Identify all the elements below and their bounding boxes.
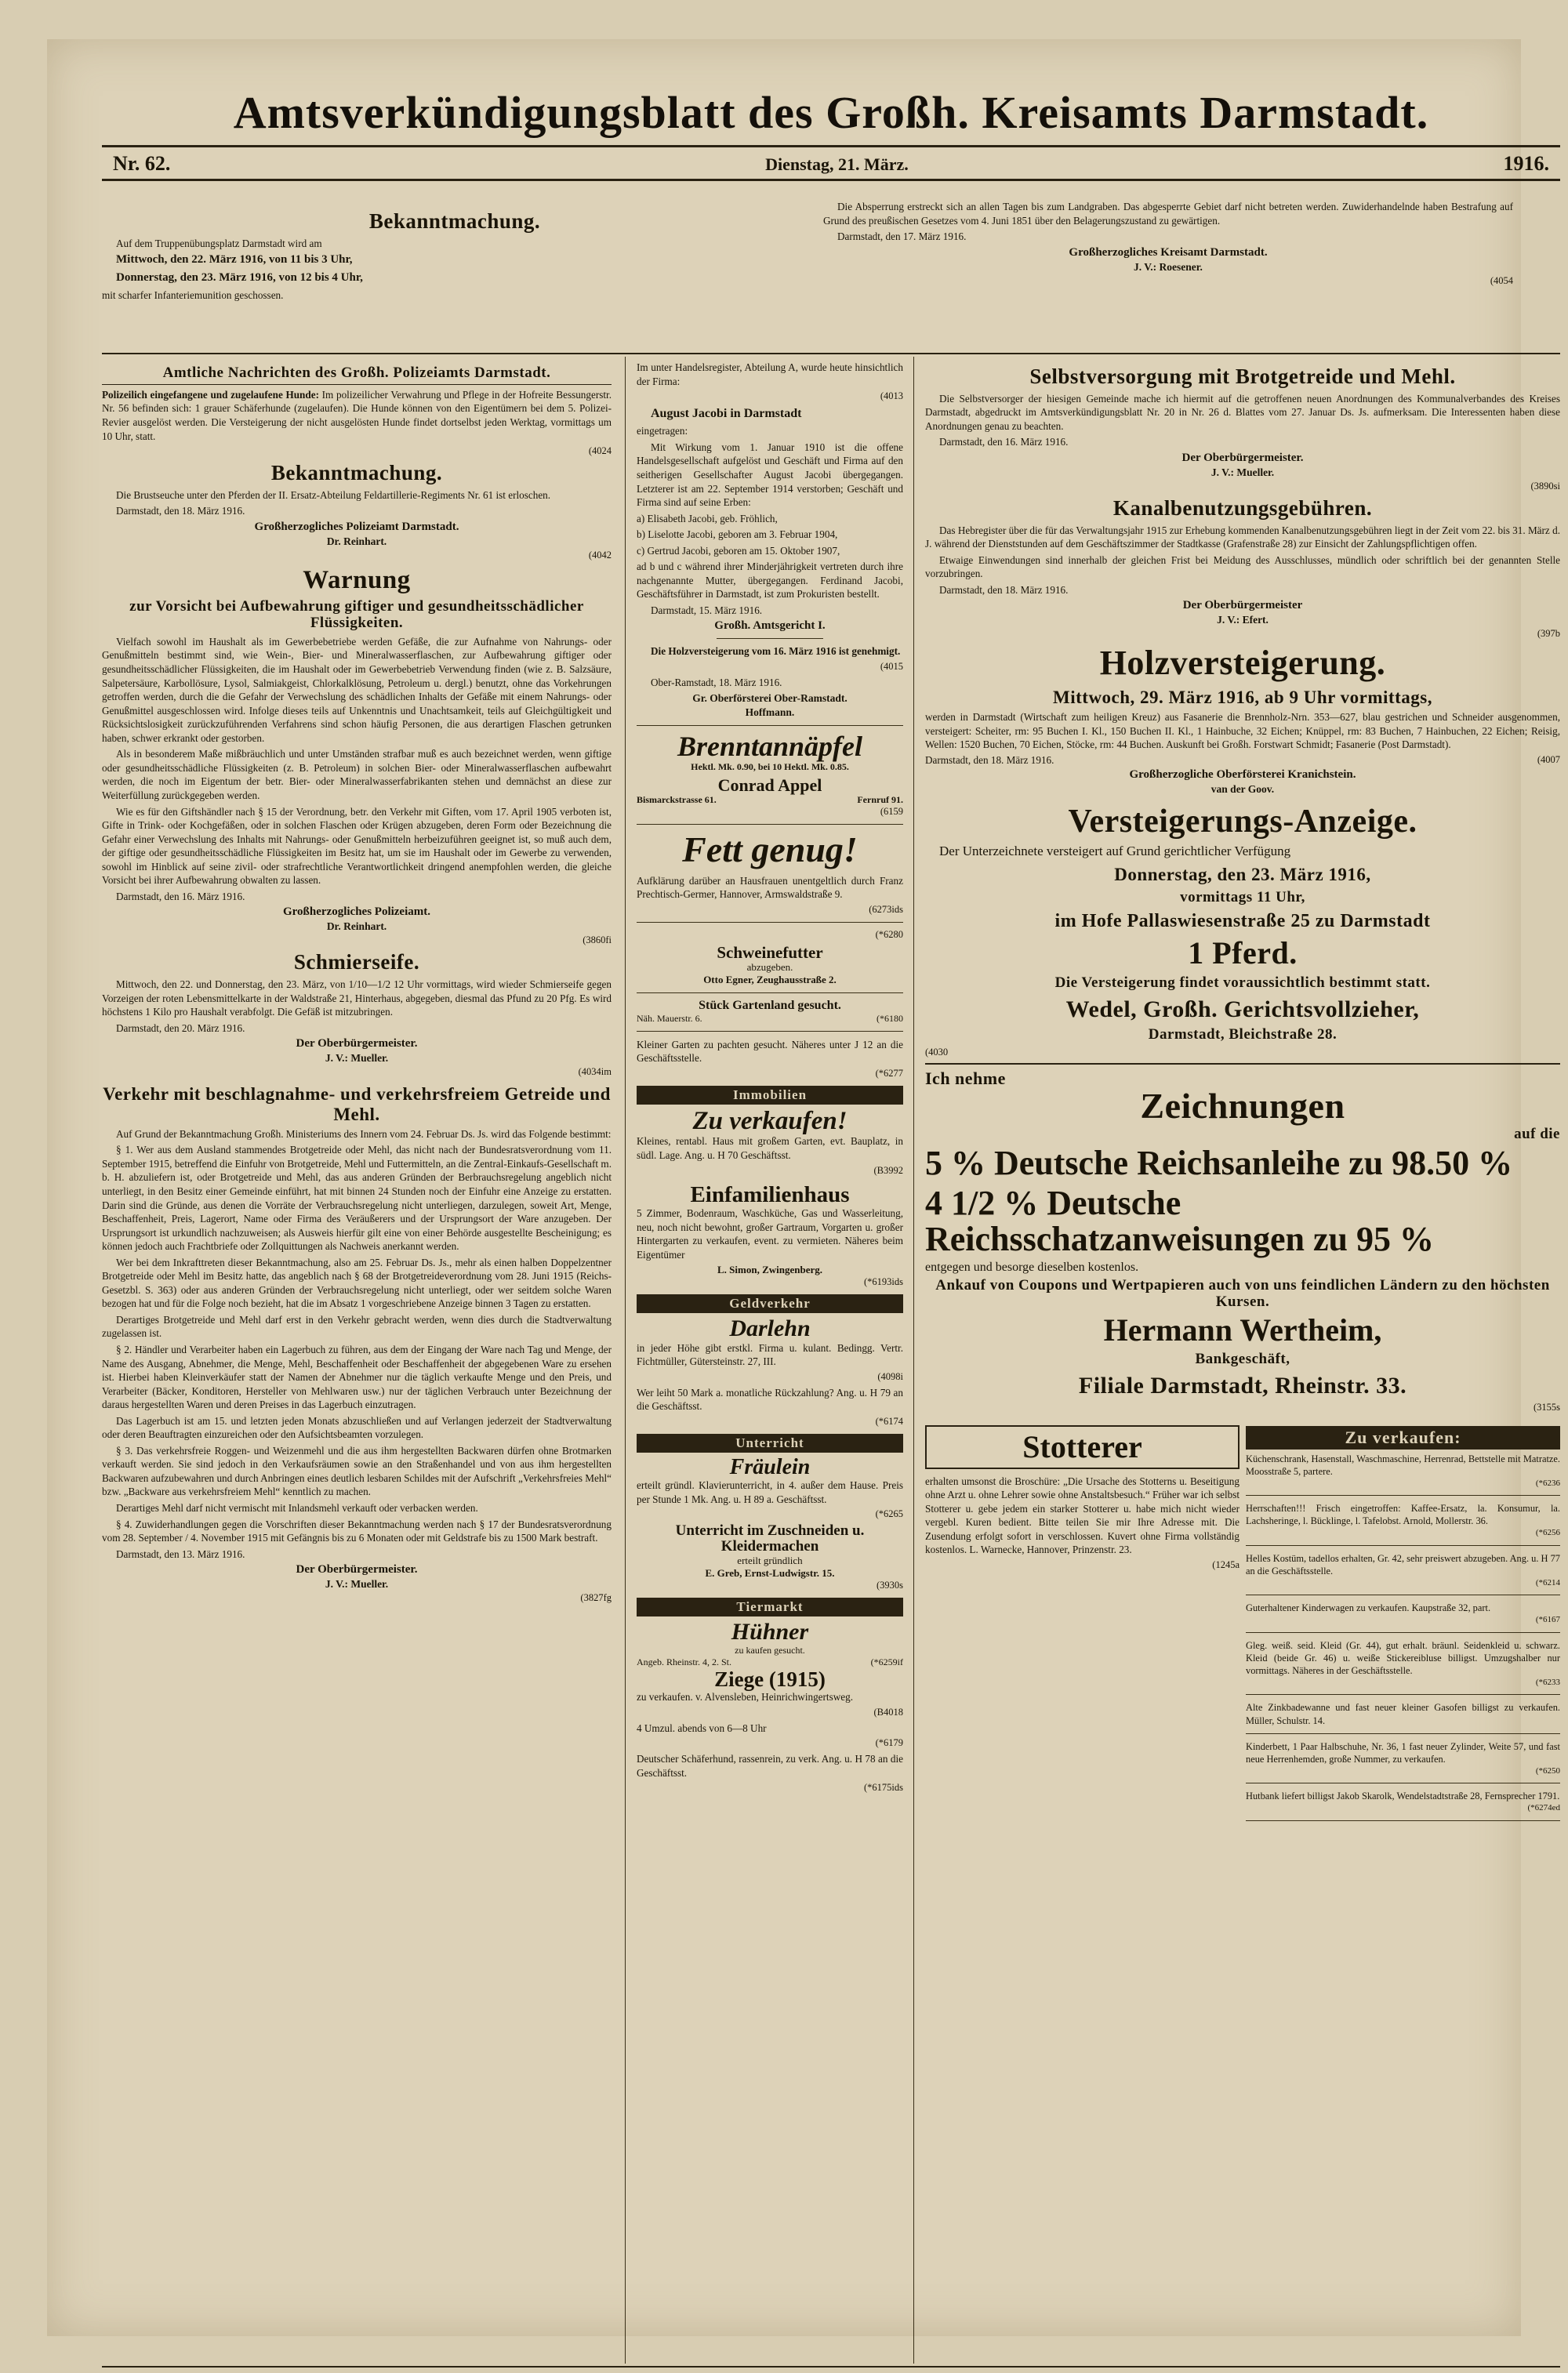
handelsregister-date: Darmstadt, 15. März 1916. xyxy=(651,604,763,616)
classified-ref: (*6233 xyxy=(1535,1678,1560,1688)
classified-text: Gleg. weiß. seid. Kleid (Gr. 44), gut erhalt. bräunl. Seidenkleid u. schwarz. Kleid (beide Gr. 46) u. weiße Stickereibluse billigst. Umzugshalber nur vormittags. Näheres in der Geschäftsstelle. xyxy=(1246,1639,1560,1676)
holz-note-ref: (4015 xyxy=(880,661,903,673)
wertheim-ref: (3155s xyxy=(1533,1401,1560,1413)
ad-body: zu verkaufen. v. Alvensleben, Heinrichwingertsweg. xyxy=(637,1691,853,1704)
schmierseife-body: Mittwoch, den 22. und Donnerstag, den 23. März, von 1/10—1/2 12 Uhr vormittags, wird wieder Schmierseife gegen Vorzeigen der roten Lebensmittelkarte in der Waldstraße 21, Hinterhaus, abgegeben, diesmal das Pfund zu 20 Pfg. Es wird höchstens 1 Kilo pro Haushalt verabfolgt. Die Gefäß ist mitzubringen. xyxy=(102,978,612,1018)
ad-zuschneiden xyxy=(637,1523,903,1591)
schmierseife-heading: Schmierseife. xyxy=(293,950,420,974)
divider-top xyxy=(102,353,1560,354)
ad-advertiser: Conrad Appel xyxy=(717,775,822,796)
selbstversorgung-body: Die Selbstversorger der hiesigen Gemeinde mache ich hiermit auf die getroffenen neuen Anordnungen des Kommunalverbandes des Kreises Darmstadt, abgedruckt im Amtsverkündigungsblatt Nr. 20 in Nr. 26 d. Blattes vom 27. Januar Ds. Js. aufmerksam. Die Interessenten haben diese Anordnungen genau zu beachten. xyxy=(925,392,1560,432)
verkehr-p3: Wer bei dem Inkrafttreten dieser Bekanntmachung, also am 25. Februar Ds. Js., mehr als einen halben Doppelzentner Brotgetreide oder Mehl im Besitz hatte, das angeblich nach § 68 der Brotgetreideverordnung vom 28. Juni 1915 (Reichs-Gesetzbl. S. 363) oder aus anderen Gründen der Verbrauchsregelung nicht unterliegt, oder wer seitdem solche Waren bezogen hat und für die Folge noch bezieht, hat die im Absatz 1 vorgeschriebene Anzeige binnen 3 Tagen zu erstatten. xyxy=(102,1256,612,1310)
wertheim-sub: Bankgeschäft, xyxy=(1195,1350,1290,1367)
handelsregister-p2: ad b und c während ihrer Minderjährigkeit vertreten durch ihre nachgenannte Mutter, übergegangen. Ferdinand Jacobi, Geschäftsführer in Darmstadt, ist zum Prokuristen bestellt. xyxy=(637,561,903,601)
classified-divider xyxy=(1246,1545,1560,1546)
ad-title: Ziege (1915) xyxy=(714,1667,826,1691)
ad-title: Schweinefutter xyxy=(717,942,823,962)
notice-body: Die Absperrung erstreckt sich an allen Tagen bis zum Landgraben. Das abgesperrte Gebiet darf nicht betreten werden. Zuwiderhandelnde haben Bestrafung auf Grund des preußischen Gesetzes vom 4. Juni 1851 über den Belagerungszustand zu gewärtigen. xyxy=(823,201,1513,227)
verkehr-ref: (3827fg xyxy=(580,1592,612,1604)
versteigerung-place: im Hofe Pallaswiesenstraße 25 zu Darmstadt xyxy=(1054,910,1431,931)
holzversteigerung-sig2: van der Goov. xyxy=(1210,782,1275,795)
classified-text: Herrschaften!!! Frisch eingetroffen: Kaffee-Ersatz, la. Konsumur, la. Lachsheringe, l. Bücklinge, l. Tafelobst. Arnold, Mollerstr. 36. xyxy=(1246,1503,1560,1527)
ad-fettgenug xyxy=(637,831,903,915)
handelsregister-ref: (4013 xyxy=(880,390,903,402)
wertheim-branch: Filiale Darmstadt, Rheinstr. 33. xyxy=(1078,1372,1407,1399)
ad-body: in jeder Höhe gibt erstkl. Firma u. kulant. Bedingg. Vertr. Fichtmüller, Gütersteinstr. 27, III. xyxy=(637,1341,903,1368)
ad-body: erhalten umsonst die Broschüre: „Die Ursache des Stotterns u. Beseitigung ohne Arzt u. ohne Lehrer sowie ohne Anstaltsbesuch.“ Früher war ich selbst Stotterer u. gebe jedem ein starker Stotterer u. habe mich nicht wieder vergebl. Kuren bedient. Bitte teilen Sie mir Ihre Adresse mit. Die Zusendung erfolgt sofort in verschlossen. Kuvert ohne Firma vollständig kostenlos. L. Warnecke, Hannover, Prinzenstr. 23. xyxy=(925,1475,1240,1556)
versteigerung-note: Die Versteigerung findet voraussichtlich bestimmt statt. xyxy=(1054,974,1431,991)
classified-item xyxy=(1246,1502,1560,1539)
wertheim-line-1: Ich nehme xyxy=(925,1068,1006,1088)
ad-body: Kleines, rentabl. Haus mit großem Garten, evt. Bauplatz, in südl. Lage. Ang. u. H 70 Geschäftsst. xyxy=(637,1135,903,1161)
ad-address: Bismarckstrasse 61. xyxy=(637,794,717,806)
kanal-date: Darmstadt, den 18. März 1916. xyxy=(939,583,1069,596)
handelsregister-sig: Großh. Amtsgericht I. xyxy=(714,619,826,633)
wertheim-line-3: auf die xyxy=(1514,1125,1560,1142)
classified-item xyxy=(1246,1639,1560,1689)
category-geldverkehr[interactable]: Geldverkehr xyxy=(637,1294,903,1313)
bekanntmachung2-heading: Bekanntmachung. xyxy=(270,461,443,485)
versteigerung-intro: Der Unterzeichnete versteigert auf Grund gerichtlicher Verfügung xyxy=(939,843,1291,858)
kanal-ref: (397b xyxy=(1537,628,1560,640)
classified-list xyxy=(1246,1453,1560,1821)
ad-ref: (*6265 xyxy=(875,1508,903,1520)
ad-price: Hektl. Mk. 0.90, bei 10 Hektl. Mk. 0.85. xyxy=(691,761,849,773)
ad-title: Zu verkaufen! xyxy=(692,1106,848,1135)
classified-item xyxy=(1246,1740,1560,1777)
wertheim-offer-2: 4 1/2 % Deutsche Reichsschatzanweisungen zu 95 % xyxy=(925,1183,1435,1258)
kanal-sig2: J. V.: Efert. xyxy=(1217,614,1269,626)
dogs-ref: (4024 xyxy=(588,445,612,457)
handelsregister-heading: Im unter Handelsregister, Abteilung A, wurde heute hinsichtlich der Firma: xyxy=(637,361,903,387)
warnung-date: Darmstadt, den 16. März 1916. xyxy=(116,890,245,902)
paper-sheet xyxy=(47,39,1560,2336)
ad-ref: (*6193ids xyxy=(864,1276,903,1288)
holzversteigerung-heading: Holzversteigerung. xyxy=(1099,644,1386,683)
verkehr-p6: Das Lagerbuch ist am 15. und letzten jeden Monats abzuschließen und auf Verlangen jederzeit der Stadtverwaltung oder deren Beauftragten einzureichen oder den Aufsichtsbeamten vorzulegen. xyxy=(102,1414,612,1441)
holzversteigerung-sig: Großherzogliche Oberförsterei Kranichstein. xyxy=(1129,767,1356,781)
versteigerung-officer: Wedel, Großh. Gerichtsvollzieher, xyxy=(1065,996,1420,1022)
ad-huehner xyxy=(637,1620,903,1668)
kanal-body: Das Hebregister über die für das Verwaltungsjahr 1915 zur Erhebung kommenden Kanalbenutzungsgebühren liegt in der Zeit vom 22. bis 31. März d. J. während der Dienststunden auf dem Geschäftszimmer der Stadtkasse (Grafenstraße 28) zur Einsicht der Zahlungspflichtigen offen. xyxy=(925,524,1560,550)
classified-text: Hutbank liefert billigst Jakob Skarolk, Wendelstadtstraße 28, Fernsprecher 1791. xyxy=(1246,1791,1560,1802)
category-unterricht[interactable]: Unterricht xyxy=(637,1434,903,1453)
ad-phone: Fernruf 91. xyxy=(857,794,903,806)
classified-divider xyxy=(1246,1733,1560,1734)
selbstversorgung-heading: Selbstversorgung mit Brotgetreide und Mehl. xyxy=(1029,365,1456,388)
ad-address: Näh. Mauerstr. 6. xyxy=(637,1012,702,1024)
classified-zu-verkaufen xyxy=(1246,1420,1560,1827)
schmierseife-sig: Der Oberbürgermeister. xyxy=(296,1037,418,1050)
ad-body: 5 Zimmer, Bodenraum, Waschküche, Gas und Wasserleitung, neu, noch nicht bewohnt, großer Gartraum, Vorgarten u. großer Hintergarten zu verkaufen, event. zu vermieten. Näheres beim Eigentümer xyxy=(637,1206,903,1261)
ad-darlehn xyxy=(637,1316,903,1428)
bekanntmachung2-sig2: Dr. Reinhart. xyxy=(326,535,387,547)
ad-wertheim xyxy=(925,1069,1560,1413)
ad-klavierunterricht xyxy=(637,1456,903,1520)
ad-advertiser: E. Greb, Ernst-Ludwigstr. 15. xyxy=(705,1567,835,1580)
verkehr-p8: Derartiges Mehl darf nicht vermischt mit Inlandsmehl verkauft oder verbacken werden. xyxy=(116,1502,478,1515)
ad-sub: abzugeben. xyxy=(746,960,793,973)
holzversteigerung-date: Darmstadt, den 18. März 1916. xyxy=(925,753,1054,766)
ad-sub: erteilt gründlich xyxy=(737,1555,803,1567)
column-1 xyxy=(102,361,612,1607)
page-title: Amtsverkündigungsblatt des Großh. Kreisamts Darmstadt. xyxy=(233,87,1429,138)
verkehr-p4: Derartiges Brotgetreide und Mehl darf erst in den Verkehr gebracht werden, wenn dies durch die Stadtverwaltung zugelassen ist. xyxy=(102,1313,612,1340)
warnung-sig: Großherzogliches Polizeiamt. xyxy=(282,905,430,919)
classified-item xyxy=(1246,1701,1560,1726)
ad-sub: zu kaufen gesucht. xyxy=(735,1644,805,1656)
ad-body: erteilt gründl. Klavierunterricht, in 4. außer dem Hause. Preis per Stunde 1 Mk. Ang. u. H 89 a. Geschäftsst. xyxy=(637,1479,903,1505)
classified-item xyxy=(1246,1552,1560,1589)
ad-schweinefutter xyxy=(637,929,903,986)
ad-ref-2: (*6179 xyxy=(875,1737,903,1749)
schmierseife-sig2: J. V.: Mueller. xyxy=(325,1052,389,1065)
notice-line-2: Donnerstag, den 23. März 1916, von 12 bis 4 Uhr, xyxy=(116,271,363,285)
ad-einfamilienhaus xyxy=(637,1183,903,1289)
masthead xyxy=(102,86,1560,181)
notice-ref: (4054 xyxy=(1490,274,1513,286)
ad-ref: (*6180 xyxy=(877,1012,903,1024)
handelsregister-label: eingetragen: xyxy=(637,425,688,437)
ad-body-3: Deutscher Schäferhund, rassenrein, zu verk. Ang. u. H 78 an die Geschäftsst. xyxy=(637,1753,903,1779)
category-zu-verkaufen[interactable]: Zu verkaufen: xyxy=(1246,1426,1560,1450)
classified-ref: (*6250 xyxy=(1535,1765,1560,1776)
versteigerung-item: 1 Pferd. xyxy=(1188,935,1298,971)
classified-divider xyxy=(1246,1694,1560,1695)
classified-item xyxy=(1246,1453,1560,1489)
ad-ref: (6273ids xyxy=(869,903,903,915)
ad-gartenland xyxy=(637,1000,903,1025)
divider-bottom xyxy=(102,2366,1560,2368)
warnung-heading: Warnung xyxy=(303,565,411,594)
category-immobilien[interactable]: Immobilien xyxy=(637,1086,903,1105)
handelsregister-firma: August Jacobi in Darmstadt xyxy=(651,407,802,421)
warnung-subheading: zur Vorsicht bei Aufbewahrung giftiger und gesundheitsschädlicher Flüssigkeiten. xyxy=(129,598,584,632)
classified-ref: (*6256 xyxy=(1535,1528,1560,1538)
handelsregister-heir-c: c) Gertrud Jacobi, geboren am 15. Oktober 1907, xyxy=(637,544,840,557)
bekanntmachung2-body: Die Brustseuche unter den Pferden der II. Ersatz-Abteilung Feldartillerie-Regiments Nr. 61 ist erloschen. xyxy=(116,488,551,501)
dogs-lead: Polizeilich eingefangene und zugelaufene Hunde: xyxy=(102,388,319,401)
ad-title: Stotterer xyxy=(1022,1428,1142,1464)
classified-text: Kinderbett, 1 Paar Halbschuhe, Nr. 36, 1 fast neuer Zylinder, Weite 57, und fast neue Herrenhemden, große Nummer, zu verkaufen. xyxy=(1246,1740,1560,1765)
holz-note-sig: Gr. Oberförsterei Ober-Ramstadt. xyxy=(692,691,848,704)
notice-line-1: Mittwoch, den 22. März 1916, von 11 bis 3 Uhr, xyxy=(116,253,353,267)
divider-col1-col2 xyxy=(625,357,626,2364)
ad-address: Angeb. Rheinstr. 4, 2. St. xyxy=(637,1656,732,1667)
classified-divider xyxy=(1246,1632,1560,1633)
kanal-body-2: Etwaige Einwendungen sind innerhalb der gleichen Frist bei Meidung des Ausschlusses, mündlich oder schriftlich bei der genannten Stelle vorzubringen. xyxy=(925,553,1560,580)
ad-title: Brenntannäpfel xyxy=(677,730,863,762)
notice-intro: Auf dem Truppenübungsplatz Darmstadt wird am xyxy=(116,237,322,249)
warnung-sig2: Dr. Reinhart. xyxy=(326,920,387,933)
notice-signature-2: J. V.: Roesener. xyxy=(1134,260,1203,273)
schmierseife-date: Darmstadt, den 20. März 1916. xyxy=(116,1021,245,1034)
handelsregister-heir-b: b) Liselotte Jacobi, geboren am 3. Februar 1904, xyxy=(637,528,838,541)
column-2 xyxy=(637,361,903,1797)
classified-ref: (*6214 xyxy=(1535,1578,1560,1588)
ad-ref-3: (*6175ids xyxy=(864,1782,903,1794)
issue-year: 1916. xyxy=(1503,152,1549,175)
classified-item xyxy=(1246,1602,1560,1625)
ad-title: Fräulein xyxy=(729,1454,811,1479)
official-news-heading: Amtliche Nachrichten des Großh. Polizeiamts Darmstadt. xyxy=(102,365,612,385)
verkehr-sig: Der Oberbürgermeister. xyxy=(296,1563,418,1577)
column-3 xyxy=(925,361,1560,1827)
ad-title: Stück Gartenland gesucht. xyxy=(699,998,841,1012)
classified-ref: (*6167 xyxy=(1535,1615,1560,1625)
ad-ref: (6159 xyxy=(880,806,903,818)
ad-title: Hühner xyxy=(731,1619,809,1645)
wertheim-line-5: Ankauf von Coupons und Wertpapieren auch von uns feindlichen Ländern zu den höchsten Kursen. xyxy=(935,1277,1550,1310)
verkehr-sig2: J. V.: Mueller. xyxy=(325,1578,389,1591)
bekanntmachung2-date: Darmstadt, den 18. März 1916. xyxy=(116,505,245,517)
classified-text: Küchenschrank, Hasenstall, Waschmaschine, Herrenrad, Bettstelle mit Matratze. Moosstraße 5, partere. xyxy=(1246,1453,1560,1477)
ad-body-2: 4 Umzul. abends von 6—8 Uhr xyxy=(637,1722,767,1734)
ad-title: Darlehn xyxy=(729,1315,811,1342)
ad-body-2: Wer leiht 50 Mark a. monatliche Rückzahlung? Ang. u. H 79 an die Geschäftsst. xyxy=(637,1386,903,1413)
classified-text: Guterhaltener Kinderwagen zu verkaufen. Kaupstraße 32, part. xyxy=(1246,1602,1491,1614)
issue-line xyxy=(102,147,1560,179)
ad-body: Kleiner Garten zu pachten gesucht. Näheres unter J 12 an die Geschäftsstelle. xyxy=(637,1038,903,1065)
bekanntmachung2-sig: Großherzogliches Polizeiamt Darmstadt. xyxy=(254,520,459,533)
holzversteigerung-sub: Mittwoch, 29. März 1916, ab 9 Uhr vormittags, xyxy=(1053,687,1432,707)
versteigerung-address: Darmstadt, Bleichstraße 28. xyxy=(1148,1025,1338,1043)
ad-body: Aufklärung darüber an Hausfrauen unentgeltlich durch Franz Prechtisch-Germer, Hannover, Armswaldstraße 9. xyxy=(637,874,903,901)
wertheim-name: Hermann Wertheim, xyxy=(1103,1312,1382,1348)
verkehr-p1: Auf Grund der Bekanntmachung Großh. Ministeriums des Innern vom 24. Februar Ds. Js. wird das Folgende bestimmt: xyxy=(116,1127,612,1140)
classified-item xyxy=(1246,1790,1560,1813)
ad-title: Einfamilienhaus xyxy=(690,1181,850,1207)
dogs-body: Im polizeilicher Verwahrung und Pflege in der Hofreite Bessungerstr. Nr. 56 befinden sich: 1 grauer Schäferhunde (zugelaufen). Die Hunde können von den Eigentümern bei dem 5. Polizei-Revier ausgelöst werden. Die Versteigerung der nicht ausgelösten Hunde findet dortselbst jeden Werktag, vormittags um 10 Uhr, statt. xyxy=(102,388,612,442)
kanal-heading: Kanalbenutzungsgebühren. xyxy=(1112,495,1373,520)
ad-ref-2: (*6174 xyxy=(875,1415,903,1427)
selbstversorgung-sig2: J. V.: Mueller. xyxy=(1210,466,1275,478)
holzversteigerung-ref: (4007 xyxy=(1537,753,1560,765)
classified-ref: (*6236 xyxy=(1535,1478,1560,1488)
ad-zu-verkaufen xyxy=(637,1108,903,1177)
verkehr-heading: Verkehr mit beschlagnahme- und verkehrsfreiem Getreide und Mehl. xyxy=(103,1084,611,1124)
versteigerung-time: vormittags 11 Uhr, xyxy=(1180,888,1305,905)
warnung-p3: Wie es für den Giftshändler nach § 15 der Verordnung, betr. den Verkehr mit Giften, vom 17. April 1905 verboten ist, Gifte in Trink- oder Kochgefäßen, oder in solchen Flaschen oder Krügen abzugeben, deren Form oder Bezeichnung die Gefahr einer Verwechslung des Inhalts mit Nahrungs- oder Genußmitteln herbeizuführen geeignet ist, so muß auch dem, der giftige oder gesundheitsschädliche Flüssigkeiten im Besitz hat, um sie im Haushalt oder im Gewerbe zu verwenden, sowohl im Hinblick auf seine zivil- oder strafrechtliche Verantwortlichkeit dringend anempfohlen werden, die gleiche Vorsicht bei ihrer Aufbewahrung obwalten zu lassen. xyxy=(102,805,612,887)
classified-text: Alte Zinkbadewanne und fast neuer kleiner Gasofen billigst zu verkaufen. Müller, Schulstr. 14. xyxy=(1246,1702,1560,1726)
warnung-p2: Als in besonderem Maße mißbräuchlich und unter Umständen strafbar muß es auch bezeichnet werden, wenn giftige oder gesundheitsschädliche Flüssigkeiten (z. B. Petroleum) in solchen Bier- oder Mineralwasserflaschen aufbewahrt werden, die noch im Eigentum der betr. Bier- oder Mineralwasserfabrikanten stehen und demnächst an diese zur Weiterfüllung zurückgegeben werden. xyxy=(102,748,612,801)
notice-outro: mit scharfer Infanteriemunition geschossen. xyxy=(102,289,284,302)
versteigerung-heading: Versteigerungs-Anzeige. xyxy=(1068,803,1417,840)
warnung-ref: (3860fi xyxy=(583,934,612,946)
ad-address: Otto Egner, Zeughausstraße 2. xyxy=(703,973,837,985)
ad-advertiser: L. Simon, Zwingenberg. xyxy=(717,1264,822,1276)
issue-number: Nr. 62. xyxy=(113,152,171,175)
selbstversorgung-date: Darmstadt, den 16. März 1916. xyxy=(939,436,1069,448)
ad-ref: (*6259if xyxy=(870,1656,903,1667)
top-left-notice xyxy=(102,205,808,305)
category-tiermarkt[interactable]: Tiermarkt xyxy=(637,1598,903,1616)
ad-ref: (B3992 xyxy=(873,1164,903,1176)
selbstversorgung-ref: (3890si xyxy=(1530,480,1560,492)
classified-divider xyxy=(1246,1495,1560,1496)
ad-title: Fett genug! xyxy=(682,829,858,870)
ad-ziege xyxy=(637,1668,903,1794)
ad-kleiner-garten xyxy=(637,1038,903,1079)
kanal-sig: Der Oberbürgermeister xyxy=(1182,599,1303,612)
bekanntmachung2-ref: (4042 xyxy=(588,549,612,561)
verkehr-p2: § 1. Wer aus dem Ausland stammendes Brotgetreide oder Mehl, das nicht nach der Bundesratsverordnung vom 11. September 1915, betreffend die Einfuhr von Brotgetreide, Mehl und Futtermitteln, an die Zentral-Einkaufs-Gesellschaft m. b. H. abzuliefern ist, oder Brotgetreide und Mehl, das aus anderen Gründen der Berbrauchsregelung angeblich nicht unterliegt, in den Besitz einer Gemeinde einführt, hat mit binnen 24 Stunden noch der Einfuhr eine Anzeige zu erstatten. Darin sind die Gründe, aus denen die Vorräte der Verbrauchsregelung nicht unterliegen, darzulegen, soweit Art, Menge, Beschaffenheit, Preis, Lagerort, Name oder Firma des Veräußerers und der Ursprungsort der Ware anzugeben. Der Ursprungsort ist urkundlich nachzuweisen; als Ausweis hierfür gilt eine von einer Behörde ausgestellte Bescheinigung; es können jedoch auch Frachtbriefe oder Zollquittungen als Nachweis anerkannt werden. xyxy=(102,1144,612,1253)
warnung-p1: Vielfach sowohl im Haushalt als im Gewerbebetriebe werden Gefäße, die zur Aufnahme von Nahrungs- oder Genußmitteln bestimmt sind, wie Wein-, Bier- und Mineralwasserflaschen, zur Aufbewahrung giftiger oder gesundheitsschädlicher Flüssigkeiten, die im Haushalt oder im Gewerbebetrieb Verwendung finden (wie z. B. Salzsäure, Salpetersäure, Karbollösure, Lysol, Salmiakgeist, Chlorkalklösung, Petroleum u. dergl.) benutzt, ohne das Vorkehrungen getroffen werden, durch die die Gefahr der Verwechslung des schädlichen Inhalts der Gefäße mit einem Nahrungs- oder Genußmittel ausgeschlossen wird. Infolge dieses teils auf Unkenntnis und Unachtsamkeit, teils auf Gleichgültigkeit und Rücksichtslosigkeit zurückzuführenden Verfahrens sind schon häufig Personen, die aus derartigen Flaschen getrunken haben, schwer erkrankt oder gestorben. xyxy=(102,635,612,744)
verkehr-p7: § 3. Das verkehrsfreie Roggen- und Weizenmehl und die aus ihm hergestellten Backwaren dürfen ohne Brotmarken verkauft werden. Sie sind jedoch in den Verkaufsräumen sowie an den Straßenhandel und von aus ihm hergestellten Backwaren aufzubewahren und durch Anbringen eines deutlich lesbaren Schildes mit der Aufschrift „Verkehrsfreies Mehl“ bzw. „Backware aus verkehrsfreiem Mehl“ kenntlich zu machen. xyxy=(102,1444,612,1498)
ad-ref: (*6277 xyxy=(875,1067,903,1079)
selbstversorgung-sig: Der Oberbürgermeister. xyxy=(1181,451,1304,464)
issue-date: Dienstag, 21. März. xyxy=(765,154,909,174)
versteigerung-date: Donnerstag, den 23. März 1916, xyxy=(1114,865,1371,885)
handelsregister-heir-a: a) Elisabeth Jacobi, geb. Fröhlich, xyxy=(637,512,778,524)
holz-note-heading: Die Holzversteigerung vom 16. März 1916 ist genehmigt. xyxy=(651,645,901,658)
verkehr-p5: § 2. Händler und Verarbeiter haben ein Lagerbuch zu führen, aus dem der Eingang der Ware nach Tag und Menge, der Name des Ausgang, Abnehmer, die Menge, Mehl, Beschaffenheit oder Beschaffenheit der abgegebenen Ware zu ersehen ist. Hierbei haben Kleinverkäufer statt der Namen der Abnehmer nur die täglich verkaufte Menge und den Preis, und Verarbeiter (Bäcker, Konditoren, Hersteller von Mehlwaren usw.) nur der täglichen Verbrauch unter Bezeichnung der daraus hergestellten Waren und deren Preises in das Lagerbuch einzutragen. xyxy=(102,1344,612,1411)
ad-ref: (4098i xyxy=(877,1370,903,1382)
schmierseife-ref: (4034im xyxy=(578,1066,612,1078)
ad-ref: (3930s xyxy=(876,1580,903,1591)
ad-ref: (B4018 xyxy=(873,1706,903,1718)
ad-ref: (*6280 xyxy=(875,928,903,940)
divider-col2-col3 xyxy=(913,357,914,2364)
top-right-notice xyxy=(823,200,1513,290)
wertheim-offer-1: 5 % Deutsche Reichsanleihe zu 98.50 % xyxy=(925,1144,1513,1183)
holz-note-sig2: Hoffmann. xyxy=(745,706,795,718)
notice-date: Darmstadt, den 17. März 1916. xyxy=(837,230,967,243)
ad-brenntannaepfel xyxy=(637,732,903,818)
classified-ref: (*6274ed xyxy=(1527,1803,1560,1813)
wertheim-line-2: Zeichnungen xyxy=(1140,1085,1345,1126)
bekanntmachung-heading: Bekanntmachung. xyxy=(368,209,541,233)
handelsregister-p1: Mit Wirkung vom 1. Januar 1910 ist die offene Handelsgesellschaft aufgelöst und Geschäft und Firma auf den seitherigen Gesellschafter August Jacobi übergegangen. Letzterer ist am 22. September 1914 verstorben; Geschäft und Firma sind auf seine Erben: xyxy=(637,441,903,509)
classified-text: Helles Kostüm, tadellos erhalten, Gr. 42, sehr preiswert abzugeben. Ang. u. H 77 an die Geschäftsstelle. xyxy=(1246,1552,1560,1577)
verkehr-p9: § 4. Zuwiderhandlungen gegen die Vorschriften dieser Bekanntmachung werden nach § 17 der Bundesratsverordnung vom 28. September / 4. November 1915 mit Gefängnis bis zu 6 Monaten oder mit Geldstrafe bis zu 1500 Mark bestraft. xyxy=(102,1518,612,1544)
notice-signature: Großherzogliches Kreisamt Darmstadt. xyxy=(1069,245,1268,259)
ad-stotterer xyxy=(925,1420,1240,1574)
ad-ref: (1245a xyxy=(1212,1558,1240,1570)
classified-divider xyxy=(1246,1820,1560,1821)
verkehr-date: Darmstadt, den 13. März 1916. xyxy=(116,1548,245,1560)
wertheim-line-4: entgegen und besorge dieselben kostenlos. xyxy=(925,1261,1139,1275)
holz-note-date: Ober-Ramstadt, 18. März 1916. xyxy=(651,677,782,689)
holzversteigerung-body: werden in Darmstadt (Wirtschaft zum heiligen Kreuz) aus Fasanerie die Brennholz-Nrn. 353—627, blau gestrichen und Schneider ausgenommen, versteigert: Scheiter, rm: 95 Buchen I. Kl., 150 Buchen II. Kl., 1 Hainbuche, 32 Eichen; Knüppel, rm: 83 Buchen, 7 Hainbuchen, 22 Eichen; Reisig, Wellen: 1520 Buchen, 70 Eichen, Stöcke, rm: 44 Buchen. Auskunft bei Großh. Forstwart Schmidt; Fasanerie (Post Darmstadt). xyxy=(925,710,1560,751)
ad-title: Unterricht im Zuschneiden u. Kleidermachen xyxy=(675,1522,865,1555)
versteigerung-ref: (4030 xyxy=(925,1046,949,1058)
